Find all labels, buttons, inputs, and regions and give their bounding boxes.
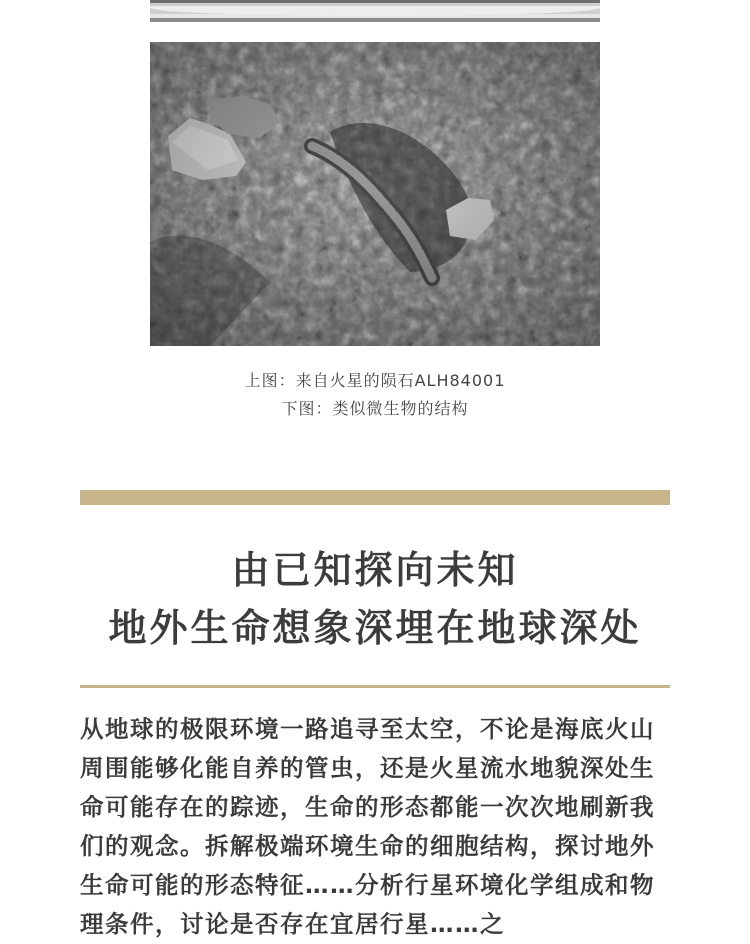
section-divider-bar	[80, 490, 670, 505]
microstructure-photo	[150, 42, 600, 346]
headline-line-1: 由已知探向未知	[231, 548, 519, 592]
headline-underline	[80, 685, 670, 688]
headline-line-2: 地外生命想象深埋在地球深处	[108, 606, 642, 650]
caption-bottom-image: 下图：类似微生物的结构	[281, 399, 469, 418]
caption-top-image: 上图：来自火星的陨石ALH84001	[244, 371, 506, 390]
body-paragraph: 从地球的极限环境一路追寻至太空，不论是海底火山周围能够化能自养的管虫，还是火星流水地貌深处生命可能存在的踪迹，生命的形态都能一次次地刷新我们的观念。拆解极端环境生命的细胞结构，探讨地外生命可能的形态特征……分析行星环境化学组成和物理条件，讨论是否存在宜居行星……之	[80, 715, 655, 938]
meteorite-photo	[150, 0, 600, 22]
